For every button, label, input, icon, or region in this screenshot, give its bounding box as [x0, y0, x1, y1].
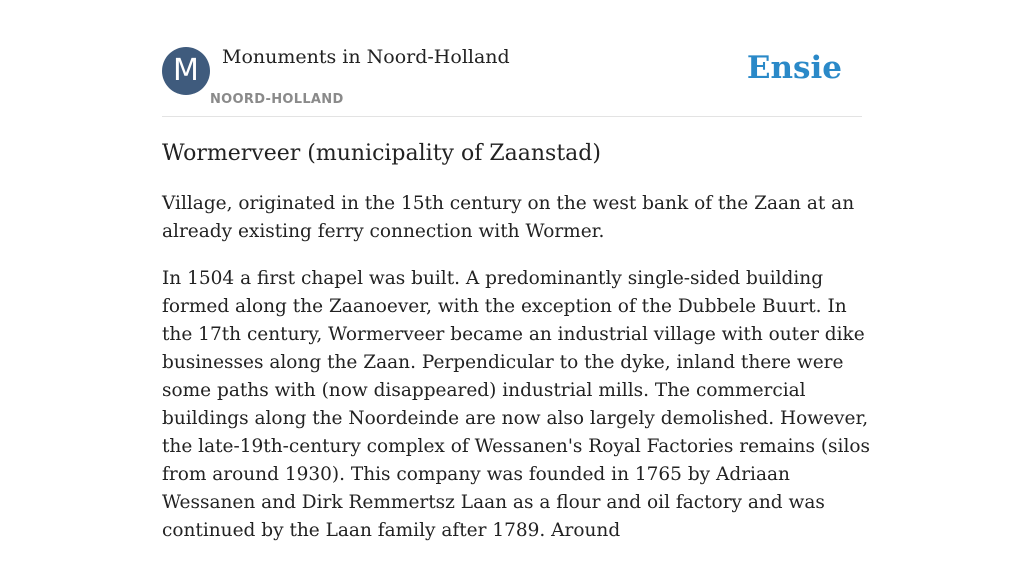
category-link[interactable]: NOORD-HOLLAND: [210, 92, 344, 107]
article-paragraph: In 1504 a first chapel was built. A predominantly single-sided building formed along the Zaanoever, with the exception of the Dubbele Buurt. In the 17th century, Wormerveer became an industrial village with outer dike businesses along the Zaan. Perpendicular to the dyke, inland there were some paths with (now disappeared) industrial mills. The commercial buildings along the Noordeinde are now also largely demolished. However, the late-19th-century complex of Wessanen's Royal Factories remains (silos from around 1930). This company was founded in 1765 by Adriaan Wessanen and Dirk Remmertsz Laan as a flour and oil factory and was continued by the Laan family after 1789. Around: [162, 268, 871, 541]
article-title: Wormerveer (municipality of Zaanstad): [162, 141, 601, 166]
ensie-logo[interactable]: Ensie: [746, 50, 842, 86]
article-paragraph: Village, originated in the 15th century on the west bank of the Zaan at an already existing ferry connection with Wormer.: [162, 193, 855, 242]
avatar[interactable]: M: [162, 47, 210, 95]
book-title-link[interactable]: Monuments in Noord-Holland: [222, 46, 510, 68]
header: [162, 46, 862, 117]
article: [162, 138, 872, 564]
